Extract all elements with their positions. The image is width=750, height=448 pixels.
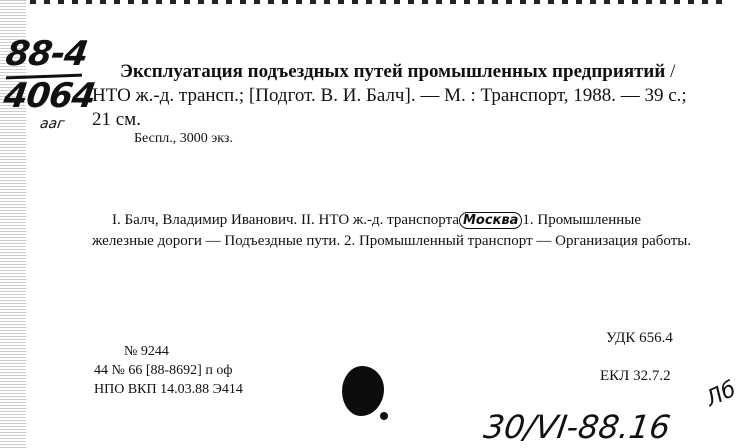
print-info <box>94 342 243 399</box>
tracing-subjects: 1. Промышленные железные дороги — Подъездные пути. 2. Промышленный транспорт — Организация работы. <box>92 212 692 249</box>
tracing-authors: I. Балч, Владимир Иванович. II. НТО ж.-д. транспорта <box>112 212 459 228</box>
ink-blot <box>342 366 384 416</box>
corner-mark: Лб <box>702 376 740 413</box>
ekl-code: ЕКЛ 32.7.2 <box>600 368 671 384</box>
title-statement: / НТО ж.-д. трансп.; [Подгот. В. И. Балч]. — М. : Транспорт, 1988. — 39 с.; 21 см. <box>92 61 687 130</box>
call-number-bottom: 4064 <box>1 76 98 116</box>
npo-line: НПО ВКП 14.03.88 Э414 <box>94 382 243 397</box>
order-number: № 9244 <box>124 344 169 359</box>
price-run: Беспл., 3000 экз. <box>134 131 233 146</box>
scan-edge-top <box>30 0 730 4</box>
print-line: 44 № 66 [88-8692] п оф <box>94 363 233 378</box>
call-number-top: 88-4 <box>3 34 90 74</box>
handwritten-mark: ааг <box>38 116 66 132</box>
ink-dot <box>380 412 388 420</box>
title-main: Эксплуатация подъездных путей промышленных предприятий <box>120 61 666 82</box>
handwritten-date: 30/VI-88.16 <box>481 408 673 446</box>
tracings <box>92 210 704 251</box>
handwritten-note: Москва <box>459 212 522 229</box>
bibliographic-title <box>92 60 702 132</box>
udk-code: УДК 656.4 <box>606 330 673 346</box>
